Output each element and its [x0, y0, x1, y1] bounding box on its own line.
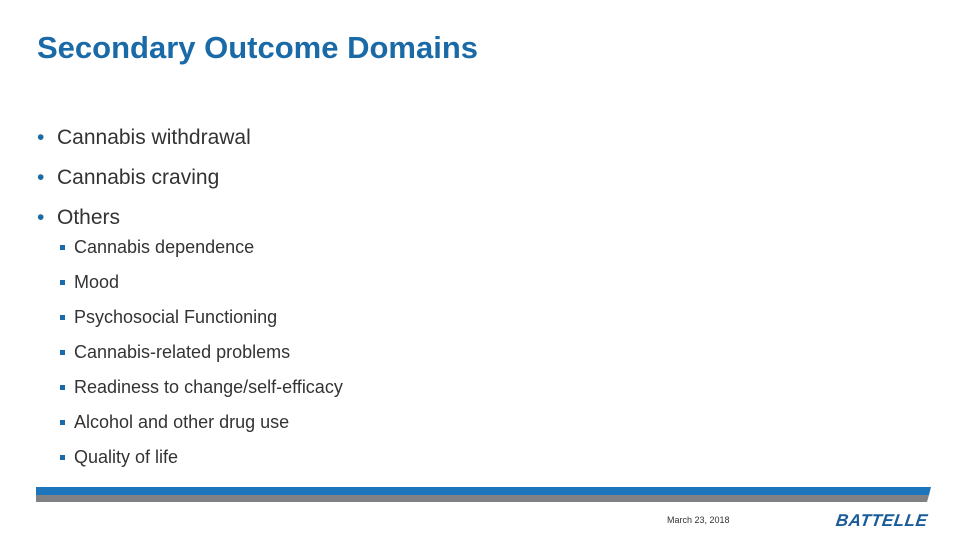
footer-blue-bar [36, 487, 931, 495]
sub-bullet-text: Psychosocial Functioning [74, 307, 278, 327]
bullet-text: Others [57, 206, 121, 229]
sub-bullet-text: Cannabis dependence [74, 237, 255, 257]
bullet-text: Cannabis withdrawal [57, 126, 251, 149]
sub-bullet-text: Mood [74, 272, 120, 292]
footer-gray-bar [36, 495, 929, 502]
battelle-logo: BATTELLE [834, 511, 929, 530]
sub-bullet-text: Alcohol and other drug use [74, 412, 290, 432]
bullet-dot-icon: • [37, 126, 45, 149]
sub-bullet-text: Cannabis-related problems [74, 342, 291, 362]
bullet-dot-icon: • [37, 166, 45, 189]
sub-bullet-text: Readiness to change/self-efficacy [74, 377, 343, 397]
footer-date: March 23, 2018 [667, 515, 730, 525]
bullet-text: Cannabis craving [57, 166, 220, 189]
slide-title: Secondary Outcome Domains [37, 30, 479, 65]
bullet-dot-icon: • [37, 206, 45, 229]
sub-bullet-text: Quality of life [74, 447, 179, 467]
